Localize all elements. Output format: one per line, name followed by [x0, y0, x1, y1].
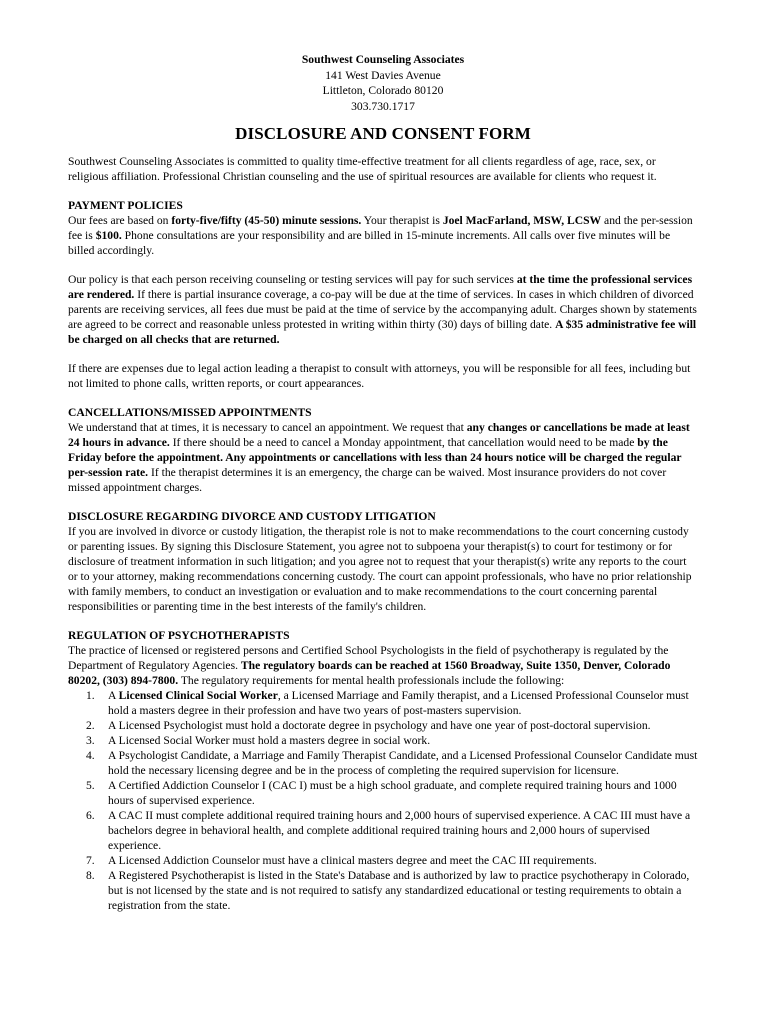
document-page	[68, 52, 698, 927]
legal-expenses-paragraph: If there are expenses due to legal action leading a therapist to consult with attorneys, you will be responsible for all fees, including but not limited to phone calls, written reports, or court appearances.	[68, 362, 691, 390]
intro-paragraph: Southwest Counseling Associates is committed to quality time-effective treatment for all clients regardless of age, race, sex, or religious affiliation. Professional Christian counseling and the use of spiritual resources are available for clients who request it.	[68, 155, 657, 183]
list-item: 6. A CAC II must complete additional required training hours and 2,000 hours of supervised experience. A CAC III must have a bachelors degree in behavioral health, and complete additional required training hours and 2,000 hours of supervised experience.	[86, 809, 691, 852]
list-item: 7. A Licensed Addiction Counselor must have a clinical masters degree and meet the CAC III requirements.	[86, 854, 597, 867]
list-item: 8. A Registered Psychotherapist is listed in the State's Database and is authorized by law to practice psychotherapy in Colorado, but is not licensed by the state and is not required to satisfy any standardized educational or testing requirements to obtain a registration from the state.	[86, 869, 690, 912]
document-title: DISCLOSURE AND CONSENT FORM	[235, 124, 531, 143]
divorce-litigation-section	[68, 509, 698, 614]
address-line-1: 141 West Davies Avenue	[325, 68, 441, 82]
list-item: 5. A Certified Addiction Counselor I (CAC I) must be a high school graduate, and complete required training hours and 1000 hours of supervised experience.	[86, 779, 677, 807]
address-line-2: Littleton, Colorado 80120	[322, 84, 444, 97]
cancellations-heading: CANCELLATIONS/MISSED APPOINTMENTS	[68, 406, 312, 419]
list-item: 3. A Licensed Social Worker must hold a masters degree in social work.	[86, 734, 431, 747]
list-item: 4. A Psychologist Candidate, a Marriage and Family Therapist Candidate, and a Licensed Professional Counselor Candidate must hold the necessary licensing degree and be in the process of completing the required supervision for licensure.	[86, 749, 698, 777]
list-item: 1. A Licensed Clinical Social Worker, a Licensed Marriage and Family therapist, and a Licensed Professional Counselor must hold a masters degree in their profession and have two years of post-masters supervision.	[86, 689, 689, 717]
organization-name: Southwest Counseling Associates	[301, 53, 465, 66]
regulation-section	[68, 628, 698, 913]
cancellations-section	[68, 405, 698, 495]
cancellations-paragraph: We understand that at times, it is necessary to cancel an appointment. We request that any changes or cancellations be made at least 24 hours in advance. If there should be a need to cancel a Monday appointment, that cancellation would need to be made by the Friday before the appointment. Any appointments or cancellations with less than 24 hours notice will be charged the regular per-session rate. If the therapist determines it is an emergency, the charge can be waived. Most insurance providers do not cover missed appointment charges.	[68, 421, 690, 494]
letterhead	[68, 52, 698, 114]
payment-policies-section	[68, 198, 698, 391]
regulation-heading: REGULATION OF PSYCHOTHERAPISTS	[68, 629, 290, 642]
payment-time-paragraph: Our policy is that each person receiving counseling or testing services will pay for such services at the time the professional services are rendered. If there is partial insurance coverage, a co-pay will be due at the time of services. In cases in which children of divorced parents are receiving services, all fees due must be paid at the time of service by the accompanying adult. Charges shown by statements are agreed to be correct and reasonable unless protested in writing within thirty (30) days of billing date. A $35 administrative fee will be charged on all checks that are returned.	[68, 273, 697, 346]
divorce-litigation-heading: DISCLOSURE REGARDING DIVORCE AND CUSTODY LITIGATION	[68, 510, 436, 523]
list-item: 2. A Licensed Psychologist must hold a doctorate degree in psychology and have one year of post-doctoral supervision.	[86, 719, 651, 732]
requirements-list	[68, 688, 698, 913]
regulation-paragraph: The practice of licensed or registered persons and Certified School Psychologists in the field of psychotherapy is regulated by the Department of Regulatory Agencies. The regulatory boards can be reached at 1560 Broadway, Suite 1350, Denver, Colorado 80202, (303) 894-7800. The regulatory requirements for mental health professionals include the following:	[68, 644, 671, 687]
divorce-litigation-paragraph: If you are involved in divorce or custody litigation, the therapist role is not to make recommendations to the court concerning custody or parenting issues. By signing this Disclosure Statement, you agree not to subpoena your therapist(s) to court for testimony or for disclosure of treatment information in such litigation; and you agree not to request that your therapist(s) write any reports to the court or to your attorney, making recommendations concerning custody. The court can appoint professionals, who have no prior relationship with family members, to conduct an investigation or evaluation and to make recommendations to the court concerning parental responsibilities or parenting time in the best interests of the family's children.	[68, 525, 692, 613]
fees-paragraph: Our fees are based on forty-five/fifty (45-50) minute sessions. Your therapist is Joel MacFarland, MSW, LCSW and the per-session fee is $100. Phone consultations are your responsibility and are billed in 15-minute increments. All calls over five minutes will be billed accordingly.	[68, 214, 693, 257]
phone-number: 303.730.1717	[351, 99, 415, 113]
payment-policies-heading: PAYMENT POLICIES	[68, 199, 183, 212]
